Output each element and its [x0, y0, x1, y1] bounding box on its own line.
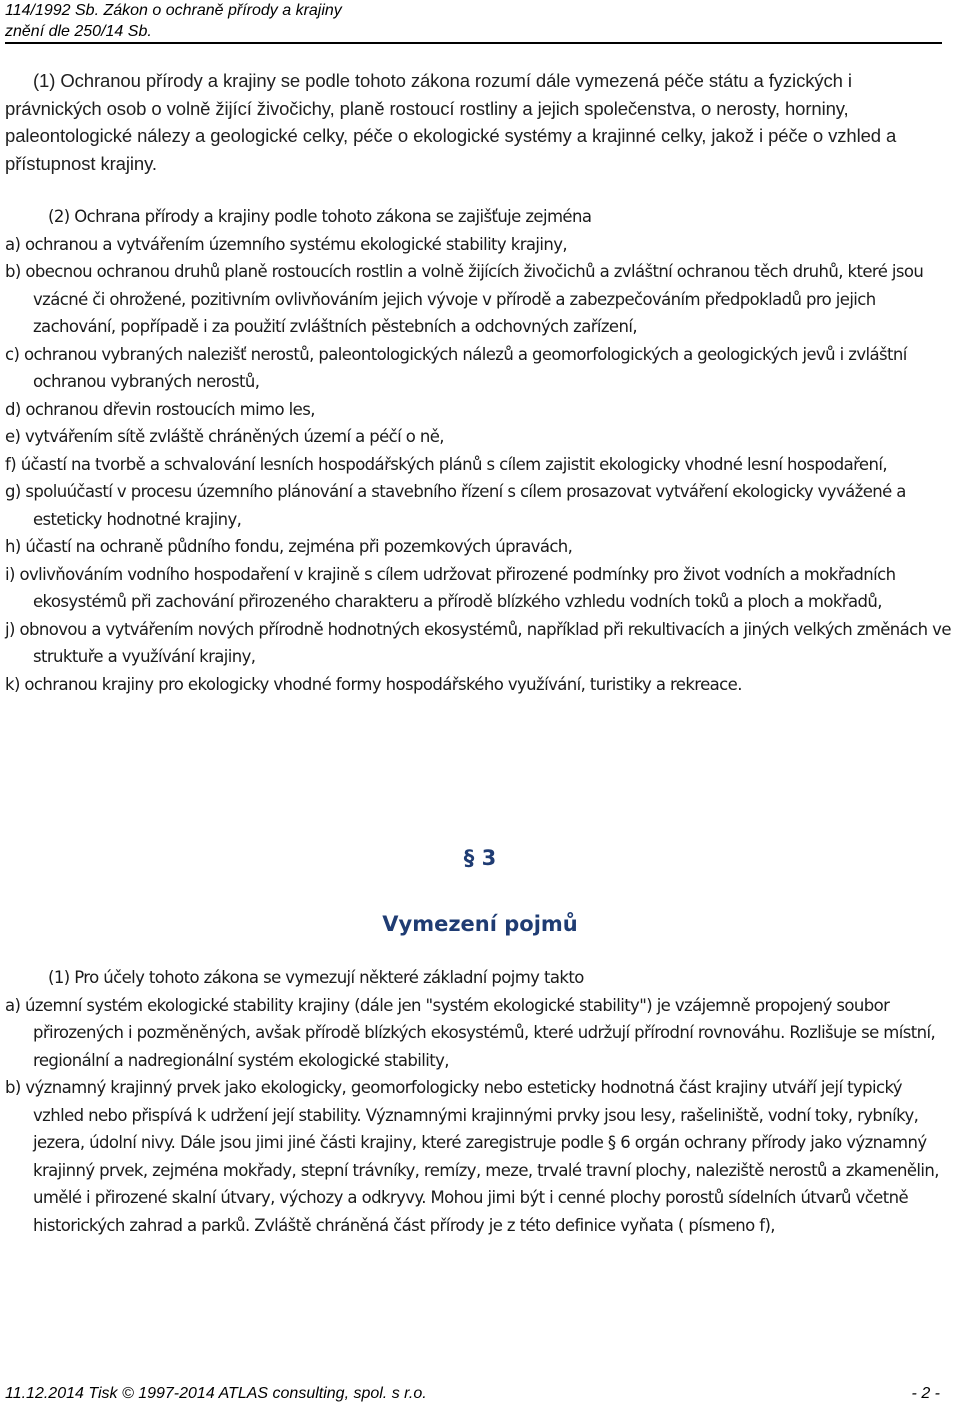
section-title: Vymezení pojmů [382, 912, 578, 936]
definition-item-b: b) významný krajinný prvek jako ekologicky, geomorfologicky nebo esteticky hodnotná část krajiny utváří její typický vzhled nebo přispívá k udržení její stability. Významnými krajinnými prvky jsou lesy, rašeliniště, vodní toky, rybníky, jezera, údolní nivy. Dále jsou jimi jiné části krajiny, které zaregistruje podle § 6 orgán ochrany přírody jako významný krajinný prvek, zejména mokřady, stepní trávníky, remízy, meze, trvalé travní plochy, naleziště nerostů a zkamenělin, umělé i přirozené skalní útvary, výchozy a odkryvy. Mohou jimi být i cenné plochy porostů sídelních útvarů včetně historických zahrad a parků. Zvláště chráněná část přírody je z této definice vyňata ( písmeno f), [5, 1078, 939, 1235]
list-item-g: g) spoluúčastí v procesu územního plánování a stavebního řízení s cílem prosazovat vytváření ekologicky vyvážené a esteticky hodnotné krajiny, [5, 482, 906, 529]
list-item-e: e) vytvářením sítě zvláště chráněných území a péčí o ně, [5, 427, 444, 446]
page-number: - 2 - [911, 1385, 940, 1402]
list-item-a: a) ochranou a vytvářením územního systému ekologické stability krajiny, [5, 234, 568, 254]
list-item-k: k) ochranou krajiny pro ekologicky vhodné formy hospodářského využívání, turistiky a rekreace. [5, 674, 742, 694]
paragraph-1: (1) Ochranou přírody a krajiny se podle tohoto zákona rozumí dále vymezená péče státu a fyzických i právnických osob o volně žijící živočichy, planě rostoucí rostliny a jejich společenstva, o nerosty, horniny, paleontologické nálezy a geologické celky, péče o ekologické systémy a krajinné celky, jakož i péče o vzhled a přístupnost krajiny. [5, 70, 897, 174]
list-item-d: d) ochranou dřevin rostoucích mimo les, [5, 399, 315, 419]
definition-item-a: a) územní systém ekologické stability krajiny (dále jen "systém ekologické stability") je vzájemně propojený soubor přirozených i pozměněných, avšak přírodě blízkých ekosystémů, které udržují přírodní rovnováhu. Rozlišuje se místní, regionální a nadregionální systém ekologické stability, [5, 995, 936, 1070]
section-3-intro: (1) Pro účely tohoto zákona se vymezují některé základní pojmy takto [48, 968, 584, 987]
list-item-f: f) účastí na tvorbě a schvalování lesních hospodářských plánů s cílem zajistit ekologicky vhodné lesní hospodaření, [5, 454, 887, 474]
section-3-paragraph-1 [5, 964, 955, 1239]
list-item-b: b) obecnou ochranou druhů planě rostoucích rostlin a volně žijících živočichů a zvláštní ochranou těch druhů, které jsou vzácné či ohrožené, pozitivním ovlivňováním jejich vývoje v přírodě a zabezpečováním předpokladů pro jejich zachování, popřípadě i za použití zvláštních pěstebních a odchovných zařízení, [5, 262, 924, 336]
section-number: § 3 [463, 846, 497, 870]
page-header [5, 0, 941, 42]
list-item-j: j) obnovou a vytvářením nových přírodně hodnotných ekosystémů, například při rekultivacích a jiných velkých změnách ve struktuře a využívání krajiny, [5, 619, 951, 666]
header-title: 114/1992 Sb. Zákon o ochraně přírody a krajiny [5, 2, 342, 19]
header-divider [5, 42, 942, 44]
list-item-i: i) ovlivňováním vodního hospodaření v krajině s cílem udržovat přirozené podmínky pro život vodních a mokřadních ekosystémů při zachování přirozeného charakteru a přírodě blízkého vzhledu vodních toků a ploch a mokřadů, [5, 564, 896, 611]
header-version: znění dle 250/14 Sb. [5, 23, 152, 40]
paragraph-2-intro: (2) Ochrana přírody a krajiny podle tohoto zákona se zajišťuje zejména [48, 207, 592, 226]
list-item-c: c) ochranou vybraných nalezišť nerostů, paleontologických nálezů a geomorfologických a geologických jevů i zvláštní ochranou vybraných nerostů, [5, 344, 907, 391]
paragraph-2 [5, 203, 955, 698]
footer-copyright: 11.12.2014 Tisk © 1997-2014 ATLAS consulting, spol. s r.o. [5, 1385, 427, 1402]
list-item-h: h) účastí na ochraně půdního fondu, zejména při pozemkových úpravách, [5, 537, 573, 556]
